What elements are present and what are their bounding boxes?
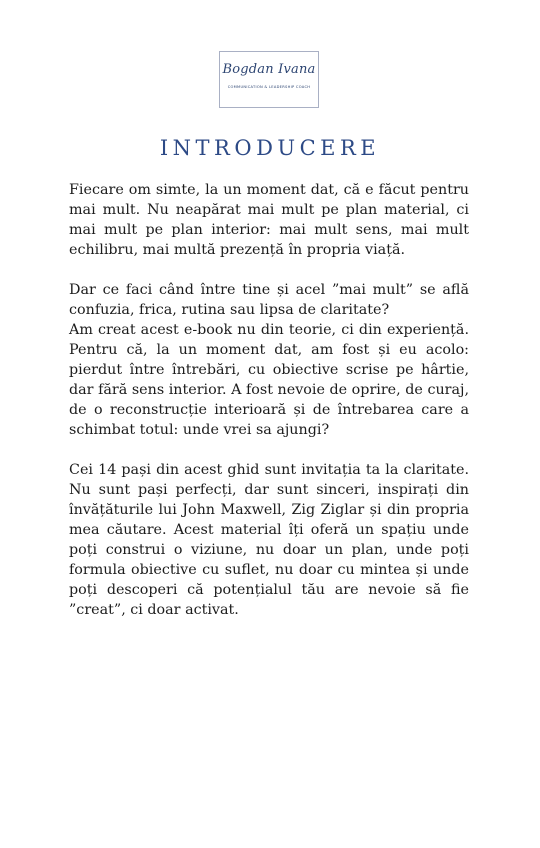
logo-tagline: COMMUNICATION & LEADERSHIP COACH	[227, 85, 311, 89]
paragraph: Fiecare om simte, la un moment dat, că e făcut pentru mai mult. Nu neapărat mai mult pe plan material, ci mai mult pe plan interior: mai mult sens, mai mult echilibru, mai multă prezență în propria viață.	[69, 182, 469, 258]
paragraph: Dar ce faci când între tine și acel ”mai mult” se află confuzia, frica, rutina sau lipsa de claritate?	[69, 282, 469, 318]
page-title: INTRODUCERE	[159, 136, 381, 160]
logo-name: Bogdan Ivana	[222, 62, 316, 77]
paragraph: Am creat acest e-book nu din teorie, ci din experiență. Pentru că, la un moment dat, am fost și eu acolo: pierdut între întrebări, cu obiective scrise pe hârtie, dar fără sens interior. A fost nevoie de oprire, de curaj, de o reconstrucție interioară și de întrebarea care a schimbat totul: unde vrei sa ajungi?	[69, 322, 469, 438]
body-text	[69, 180, 469, 620]
logo	[219, 51, 319, 108]
paragraph: Cei 14 pași din acest ghid sunt invitația ta la claritate. Nu sunt pași perfecți, dar sunt sinceri, inspirați din învățăturile lui John Maxwell, Zig Ziglar și din propria mea căutare. Acest material îți oferă un spațiu unde poți construi o viziune, nu doar un plan, unde poți formula obiective cu suflet, nu doar cu mintea și unde poți descoperi că potențialul tău are nevoie să fie ”creat”, ci doar activat.	[69, 462, 469, 618]
